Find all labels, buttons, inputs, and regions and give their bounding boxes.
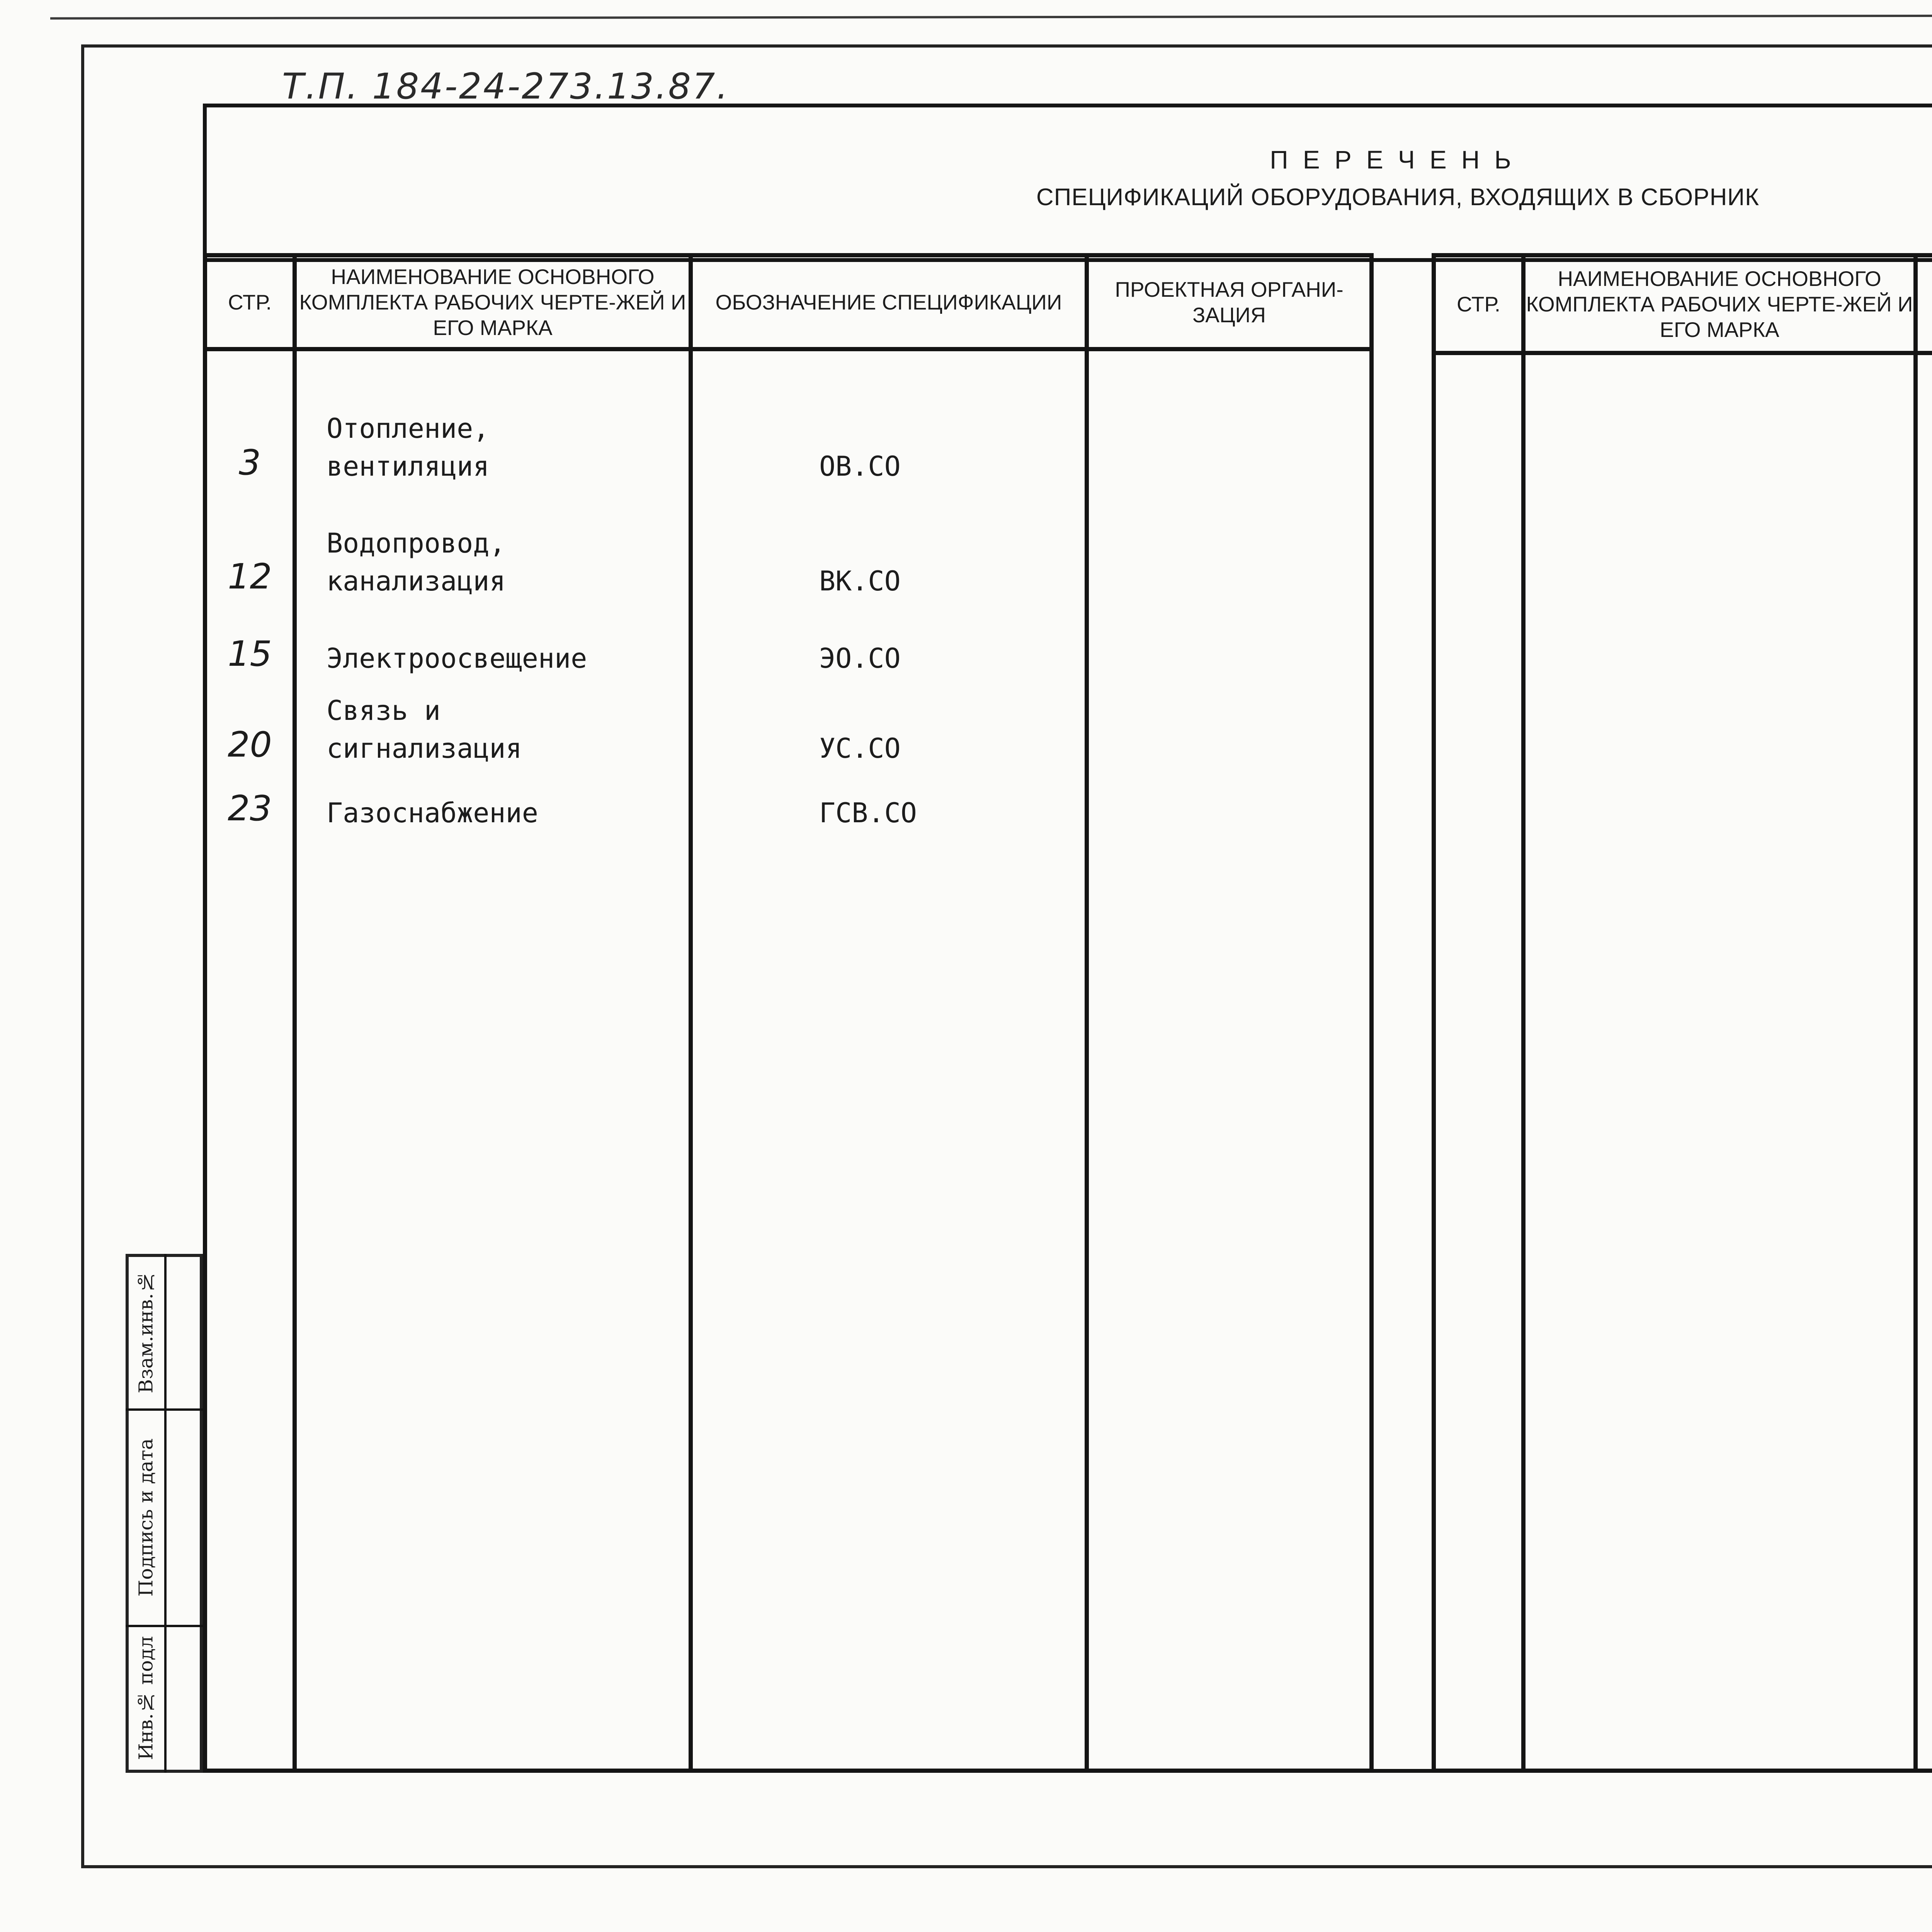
row-spec: УС.СО [819, 733, 901, 764]
spec-table-right [1432, 253, 1932, 1773]
col-divider [689, 253, 693, 1773]
col-divider [1913, 253, 1918, 1773]
row-spec: ЭО.СО [819, 643, 901, 674]
document-code: Т.П. 184-24-273.13.87. [282, 66, 730, 107]
col-divider [1085, 253, 1089, 1773]
row-page: 23 [228, 788, 272, 829]
row-name: Отопление, вентиляция [327, 413, 490, 482]
header-divider [1432, 351, 1932, 355]
side-stamp-divider [164, 1254, 167, 1773]
row-page: 12 [228, 556, 272, 597]
header-name: НАИМЕНОВАНИЕ ОСНОВНОГО КОМПЛЕКТА РАБОЧИХ ЧЕРТЕ-ЖЕЙ И ЕГО МАРКА [299, 265, 686, 340]
row-name: Газоснабжение [327, 797, 538, 829]
col-divider [293, 253, 297, 1773]
header-page: СТР. [1456, 292, 1501, 316]
side-label-signature: Подпись и дата [134, 1438, 157, 1597]
row-page: 15 [228, 634, 272, 674]
header-spec [1918, 257, 1932, 351]
col-divider [1521, 253, 1526, 1773]
sheet-top-edge [50, 14, 1932, 19]
page-title: ПЕРЕЧЕНЬ [1270, 145, 1526, 174]
row-page: 20 [228, 724, 272, 765]
row-spec: ВК.СО [819, 565, 901, 597]
side-label-inv-no: Инв.№ подл [134, 1636, 157, 1760]
row-spec: ОВ.СО [819, 451, 901, 482]
row-name: Электроосвещение [327, 643, 587, 674]
row-name: Связь и сигнализация [327, 695, 522, 764]
row-page: 3 [238, 442, 261, 483]
header-name: НАИМЕНОВАНИЕ ОСНОВНОГО КОМПЛЕКТА РАБОЧИХ ЧЕРТЕ-ЖЕЙ И ЕГО МАРКА [1526, 267, 1913, 342]
row-name: Водопровод, канализация [327, 527, 506, 597]
header-page: СТР. [228, 290, 272, 314]
header-divider [203, 347, 1374, 351]
row-spec: ГСВ.СО [819, 797, 917, 829]
page-subtitle: СПЕЦИФИКАЦИЙ ОБОРУДОВАНИЯ, ВХОДЯЩИХ В СБОРНИК [1036, 184, 1760, 211]
header-org: ПРОЕКТНАЯ ОРГАНИ-ЗАЦИЯ [1115, 277, 1344, 327]
side-label-swap-inv: Взам.инв.№ [134, 1270, 157, 1394]
header-spec: ОБОЗНАЧЕНИЕ СПЕЦИФИКАЦИИ [715, 290, 1062, 314]
